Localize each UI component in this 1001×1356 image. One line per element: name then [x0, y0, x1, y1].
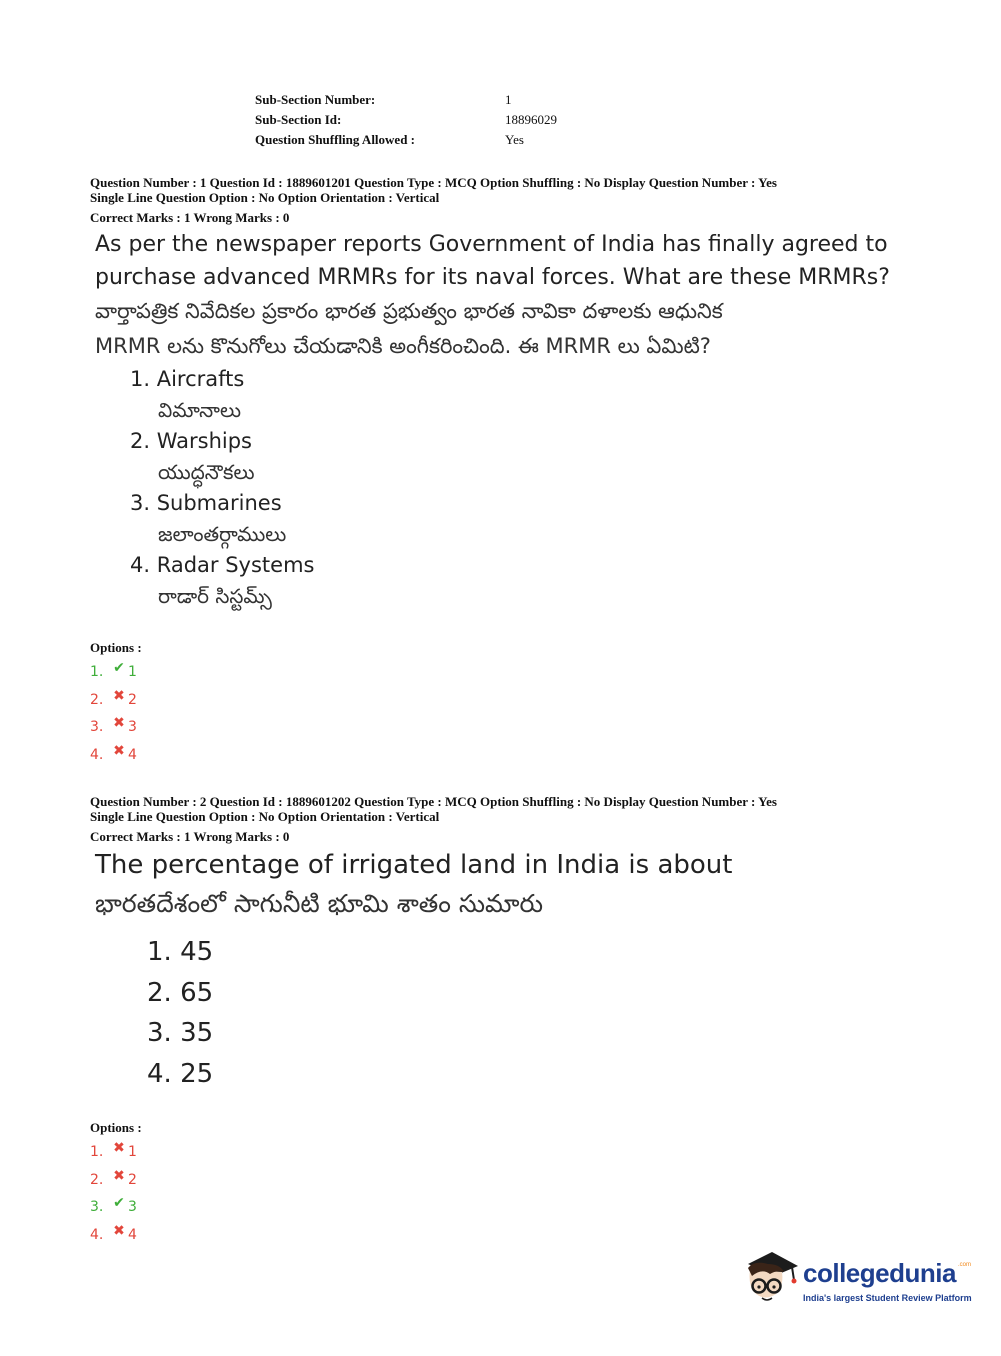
subsection-id-row — [255, 110, 557, 130]
question-2-info: Question Number : 2 Question Id : 1889601202 Question Type : MCQ Option Shuffling : No Display Question Number : Yes — [90, 794, 777, 809]
question-1-choices — [130, 364, 890, 612]
question-1-marks: Correct Marks : 1 Wrong Marks : 0 — [90, 210, 290, 225]
question-1-orientation: Single Line Question Option : No Option Orientation : Vertical — [90, 190, 440, 205]
question-1-options — [90, 637, 142, 769]
choice: 4. 25 — [147, 1058, 214, 1089]
logo-wordmark: collegedunia — [803, 1258, 956, 1288]
question-2-choices — [95, 932, 732, 1094]
question-2-marks: Correct Marks : 1 Wrong Marks : 0 — [90, 829, 290, 844]
cross-icon: ✖ — [113, 687, 125, 704]
option-row — [90, 1222, 142, 1250]
question-2-orientation: Single Line Question Option : No Option Orientation : Vertical — [90, 809, 440, 824]
subsection-meta — [255, 90, 557, 150]
choice: 3. 35 — [147, 1018, 214, 1048]
options-title: Options : — [90, 1120, 142, 1135]
meta-value: Yes — [505, 132, 524, 147]
question-2-text-en: The percentage of irrigated land in India is about — [95, 850, 733, 880]
choice-en: 1. Aircrafts — [130, 367, 245, 391]
option-number: 1. — [90, 1144, 104, 1160]
option-row — [90, 742, 142, 770]
choice: 1. 45 — [147, 937, 214, 967]
option-number: 3. — [90, 719, 104, 735]
option-number: 2. — [90, 691, 104, 708]
meta-value: 1 — [505, 92, 512, 107]
meta-label: Sub-Section Number: — [255, 92, 376, 107]
subsection-number-row — [255, 90, 557, 110]
question-2-body — [95, 846, 732, 1094]
meta-label: Question Shuffling Allowed : — [255, 132, 416, 147]
question-2-text-te: భారతదేశంలో సాగునీటి భూమి శాతం సుమారు — [95, 889, 543, 918]
option-value: 4 — [128, 746, 137, 763]
cross-icon: ✖ — [113, 1140, 125, 1156]
choice-te: విమానాలు — [158, 398, 242, 422]
logo-tagline: India's largest Student Review Platform — [803, 1293, 972, 1303]
choice-te: యుద్ధనౌకలు — [158, 460, 255, 484]
option-number: 4. — [90, 746, 104, 763]
option-value: 3 — [128, 1199, 137, 1215]
shuffling-allowed-row — [255, 130, 557, 150]
option-value: 2 — [128, 1171, 137, 1188]
choice-te: జలాంతర్గాములు — [158, 522, 287, 546]
option-number: 2. — [90, 1171, 104, 1188]
question-1-info: Question Number : 1 Question Id : 1889601201 Question Type : MCQ Option Shuffling : No Display Question Number : Yes — [90, 175, 777, 190]
option-number: 4. — [90, 1226, 104, 1243]
choice: 2. 65 — [147, 977, 214, 1008]
mascot-icon — [740, 1250, 800, 1310]
option-value: 1 — [128, 664, 137, 680]
collegedunia-logo[interactable] — [740, 1250, 970, 1310]
option-number: 1. — [90, 664, 104, 680]
question-1-text-te: వార్తాపత్రిక నివేదికల ప్రకారం భారత ప్రభుత్వం భారత నావికా దళాలకు ఆధునిక — [95, 299, 723, 323]
choice-en: 2. Warships — [130, 429, 252, 453]
question-1-header — [90, 175, 777, 225]
option-value: 3 — [128, 719, 137, 735]
option-number: 3. — [90, 1199, 104, 1215]
choice-te: రాడార్ సిస్టమ్స్ — [158, 584, 272, 608]
cross-icon: ✖ — [113, 742, 125, 759]
question-2-options — [90, 1117, 142, 1249]
choice-en: 3. Submarines — [130, 491, 282, 515]
question-1-text-en: purchase advanced MRMRs for its naval forces. What are these MRMRs? — [95, 265, 890, 290]
option-value: 2 — [128, 691, 137, 708]
choice-en: 4. Radar Systems — [130, 553, 315, 577]
question-1-text-te: MRMR లను కొనుగోలు చేయడానికి అంగీకరించింది. ఈ MRMR లు ఏమిటి? — [95, 334, 711, 358]
question-2-header — [90, 794, 777, 844]
cross-icon: ✖ — [113, 715, 125, 731]
option-value: 4 — [128, 1226, 137, 1243]
cross-icon: ✖ — [113, 1222, 125, 1239]
logo-com: .com — [958, 1262, 972, 1268]
meta-value: 18896029 — [505, 112, 557, 127]
cross-icon: ✖ — [113, 1167, 125, 1184]
question-1-body — [95, 228, 890, 612]
question-1-text-en: As per the newspaper reports Government of India has finally agreed to — [95, 232, 888, 257]
check-icon: ✔ — [113, 660, 125, 676]
option-value: 1 — [128, 1144, 137, 1160]
options-title: Options : — [90, 640, 142, 655]
check-icon: ✔ — [113, 1195, 125, 1211]
meta-label: Sub-Section Id: — [255, 112, 342, 127]
